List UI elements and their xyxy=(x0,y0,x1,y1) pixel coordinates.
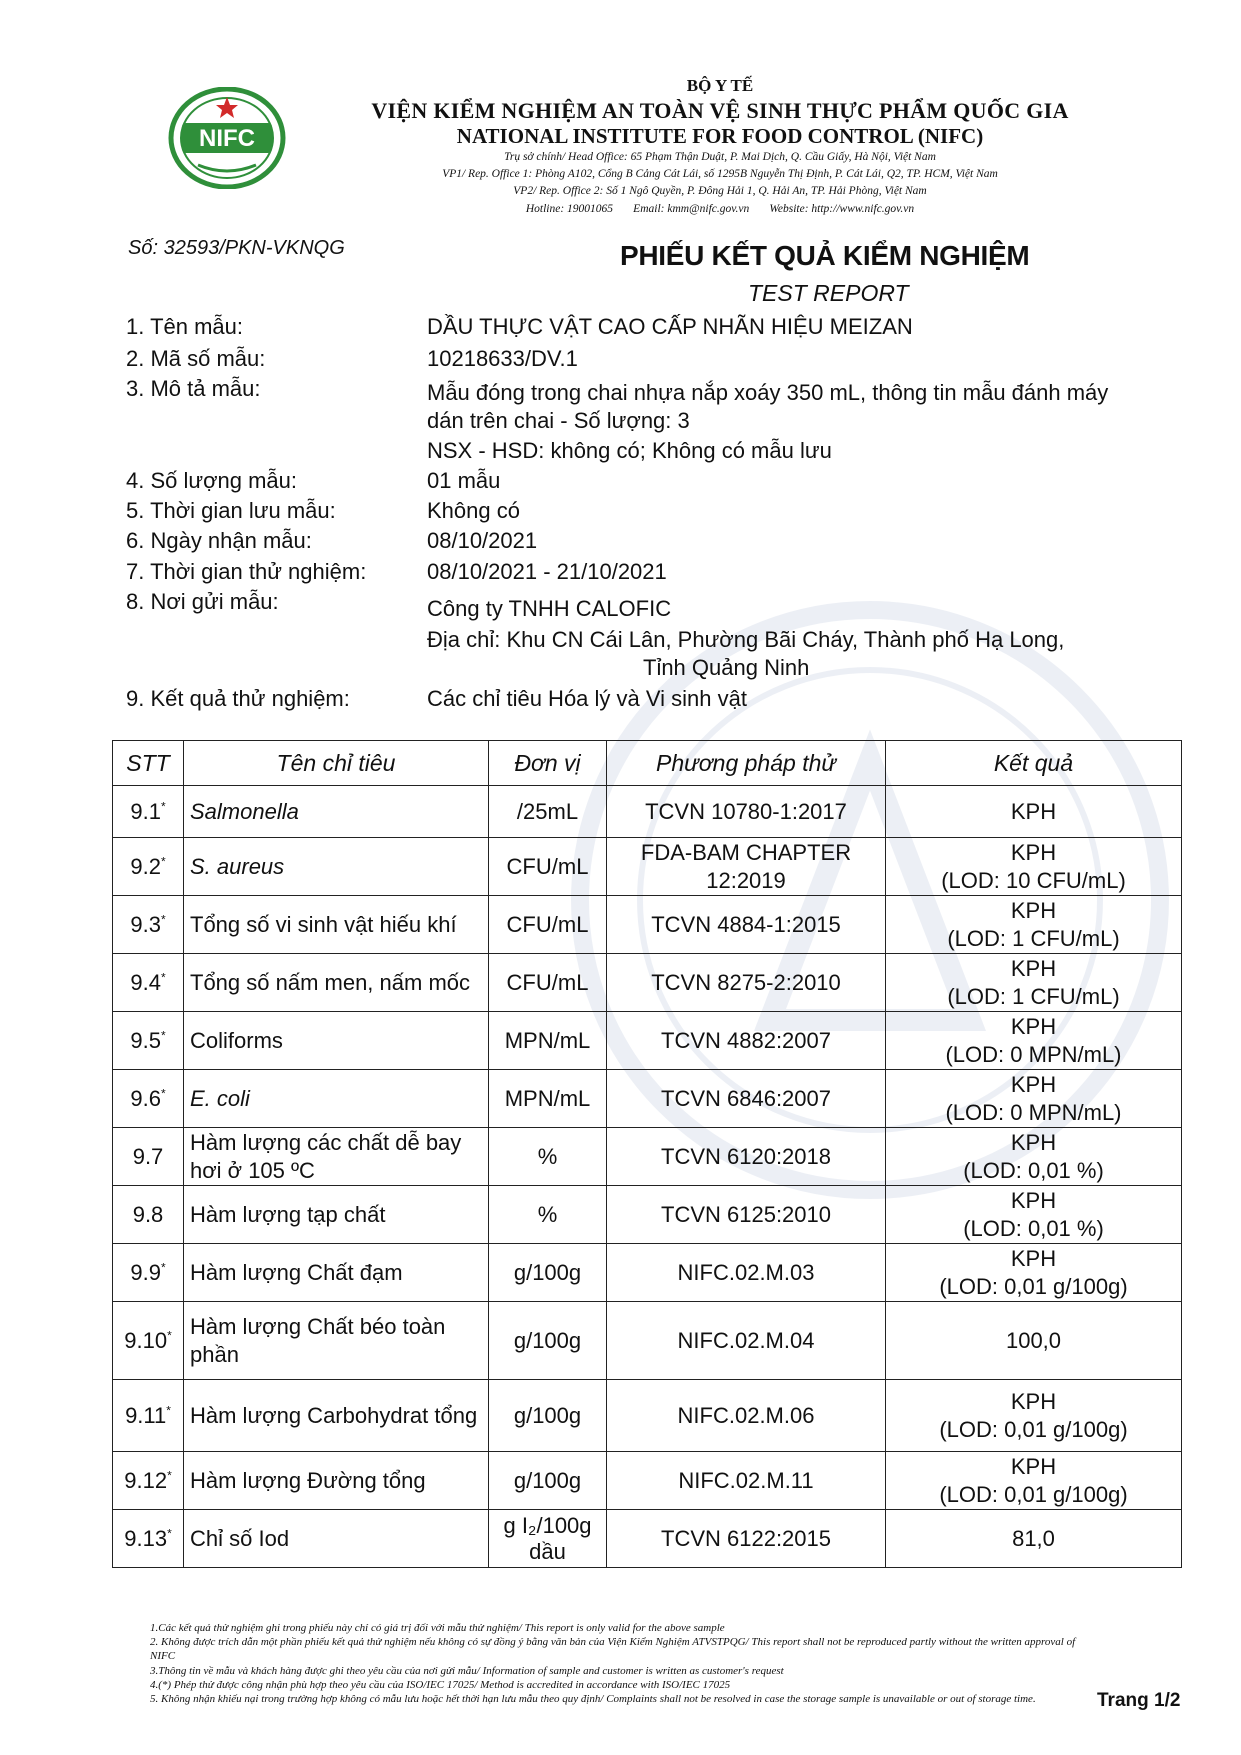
received-date-label: 6. Ngày nhận mẫu: xyxy=(126,528,312,553)
cell-stt xyxy=(113,1244,184,1302)
accredited-mark: * xyxy=(160,970,166,985)
result-value: KPH xyxy=(1010,1187,1057,1213)
stt-number: 9.2 xyxy=(130,853,161,879)
cell-stt xyxy=(113,1128,184,1186)
contact-info: Hotline: 19001065 Email: kmm@nifc.gov.vn Website: http://www.nifc.gov.vn xyxy=(525,203,915,215)
stt-number: 9.13 xyxy=(124,1525,168,1551)
report-title: PHIẾU KẾT QUẢ KIỂM NGHIỆM xyxy=(620,240,1030,271)
cell-unit: /25mL xyxy=(489,786,607,838)
sample-name-label: 1. Tên mẫu: xyxy=(126,314,243,339)
cell-unit: g/100g xyxy=(489,1244,607,1302)
stt-number: 9.3 xyxy=(130,911,161,937)
result-value: KPH xyxy=(1010,1013,1057,1039)
footnote-4: 4.(*) Phép thử được công nhận phù hợp theo yêu cầu của ISO/IEC 17025/ Method is accredited in accordance with ISO/IEC 17025 xyxy=(150,1678,731,1691)
svg-text:NIFC: NIFC xyxy=(199,125,255,152)
result-value: KPH xyxy=(1010,1453,1057,1479)
sender-address-1: Địa chỉ: Khu CN Cái Lân, Phường Bãi Cháy, Thành phố Hạ Long, xyxy=(427,627,1065,652)
cell-stt xyxy=(113,786,184,838)
result-lod: (LOD: 0,01 g/100g) xyxy=(939,1273,1128,1299)
result-lod: (LOD: 0 MPN/mL) xyxy=(945,1041,1122,1067)
accredited-mark: * xyxy=(167,1328,172,1343)
description-line-2: dán trên chai - Số lượng: 3 xyxy=(427,408,690,433)
result-lod: (LOD: 0,01 %) xyxy=(963,1215,1104,1241)
cell-name: Chỉ số Iod xyxy=(184,1510,489,1568)
cell-name: Hàm lượng Carbohydrat tổng xyxy=(184,1380,489,1452)
cell-result xyxy=(886,1070,1182,1128)
cell-result xyxy=(886,1452,1182,1510)
footnote-3: 3.Thông tin về mẫu và khách hàng được ghi theo yêu cầu của nơi gửi mẫu/ Information of sample and customer is written as customer's request xyxy=(150,1664,784,1677)
cell-stt xyxy=(113,1510,184,1568)
cell-method: TCVN 6846:2007 xyxy=(607,1070,886,1128)
result-value: 100,0 xyxy=(1005,1327,1062,1353)
cell-method: TCVN 6122:2015 xyxy=(607,1510,886,1568)
cell-stt xyxy=(113,1302,184,1380)
ministry-name: BỘ Y TẾ xyxy=(686,76,754,95)
cell-result xyxy=(886,1302,1182,1380)
stt-number: 9.8 xyxy=(132,1201,164,1227)
cell-stt xyxy=(113,1452,184,1510)
cell-method: NIFC.02.M.06 xyxy=(607,1380,886,1452)
nifc-logo xyxy=(168,87,286,189)
header-method: Phương pháp thử xyxy=(607,741,886,786)
header-stt: STT xyxy=(113,741,184,786)
footnote-1: 1.Các kết quả thử nghiệm ghi trong phiếu này chỉ có giá trị đối với mẫu thử nghiệm/ This report is only valid for the above sample xyxy=(150,1622,725,1634)
cell-unit: CFU/mL xyxy=(489,954,607,1012)
cell-method: TCVN 8275-2:2010 xyxy=(607,954,886,1012)
cell-method: NIFC.02.M.04 xyxy=(607,1302,886,1380)
quantity-value: 01 mẫu xyxy=(427,468,501,493)
result-value: KPH xyxy=(1010,955,1057,981)
stt-number: 9.10 xyxy=(124,1327,168,1353)
cell-name: Hàm lượng Đường tổng xyxy=(184,1452,489,1510)
result-lod: (LOD: 1 CFU/mL) xyxy=(947,925,1120,951)
results-value: Các chỉ tiêu Hóa lý và Vi sinh vật xyxy=(427,686,747,711)
sample-code-label: 2. Mã số mẫu: xyxy=(126,346,266,371)
table-row xyxy=(113,1186,1182,1244)
header-unit: Đơn vị xyxy=(489,741,607,786)
institute-name-en: NATIONAL INSTITUTE FOR FOOD CONTROL (NIFC) xyxy=(456,124,984,148)
header-result: Kết quả xyxy=(886,741,1182,786)
result-lod: (LOD: 0,01 g/100g) xyxy=(939,1481,1128,1507)
cell-unit: % xyxy=(489,1186,607,1244)
cell-name: Coliforms xyxy=(184,1012,489,1070)
result-value: KPH xyxy=(1010,897,1057,923)
cell-result xyxy=(886,1012,1182,1070)
accredited-mark: * xyxy=(160,912,166,927)
sender-address-2: Tỉnh Quảng Ninh xyxy=(643,655,810,680)
header-name: Tên chỉ tiêu xyxy=(184,741,489,786)
table-row xyxy=(113,1452,1182,1510)
table-row xyxy=(113,786,1182,838)
table-row xyxy=(113,1302,1182,1380)
sender-company: Công ty TNHH CALOFIC xyxy=(427,596,672,621)
results-table xyxy=(112,740,1182,1568)
result-value: KPH xyxy=(1010,1129,1057,1155)
result-value: KPH xyxy=(1010,1388,1057,1414)
table-row xyxy=(113,1012,1182,1070)
table-row xyxy=(113,1070,1182,1128)
cell-unit: MPN/mL xyxy=(489,1070,607,1128)
cell-name: Salmonella xyxy=(184,786,489,838)
stt-number: 9.5 xyxy=(130,1027,161,1053)
cell-unit: g/100g xyxy=(489,1452,607,1510)
cell-result xyxy=(886,954,1182,1012)
stt-number: 9.7 xyxy=(132,1143,164,1169)
cell-name: Tổng số vi sinh vật hiếu khí xyxy=(184,896,489,954)
cell-unit: g/100g xyxy=(489,1380,607,1452)
cell-name: S. aureus xyxy=(184,838,489,896)
stt-number: 9.11 xyxy=(125,1402,167,1428)
cell-method: TCVN 4884-1:2015 xyxy=(607,896,886,954)
cell-result xyxy=(886,1244,1182,1302)
stt-number: 9.12 xyxy=(124,1467,168,1493)
cell-unit: CFU/mL xyxy=(489,896,607,954)
cell-result xyxy=(886,896,1182,954)
cell-result xyxy=(886,1128,1182,1186)
test-period-label: 7. Thời gian thử nghiệm: xyxy=(126,559,367,584)
table-row xyxy=(113,1380,1182,1452)
table-row xyxy=(113,1244,1182,1302)
footnote-2: 2. Không được trích dẫn một phần phiếu kết quả thử nghiệm nếu không có sự đồng ý bằng văn bản của Viện Kiểm Nghiệm ATVSTPQG/ This report shall not be reproduced partly without the written approval of NIFC xyxy=(150,1636,1076,1663)
cell-stt xyxy=(113,838,184,896)
cell-name: Hàm lượng Chất béo toàn phần xyxy=(184,1302,489,1380)
result-lod: (LOD: 0,01 %) xyxy=(963,1157,1104,1183)
report-subtitle: TEST REPORT xyxy=(748,280,909,306)
table-row xyxy=(113,1510,1182,1568)
table-row xyxy=(113,838,1182,896)
accredited-mark: * xyxy=(160,854,166,869)
storage-time-label: 5. Thời gian lưu mẫu: xyxy=(126,498,336,523)
head-office-address: Trụ sở chính/ Head Office: 65 Phạm Thận Duật, P. Mai Dịch, Q. Cầu Giấy, Hà Nội, Việt Nam xyxy=(504,151,936,163)
description-line-3: NSX - HSD: không có; Không có mẫu lưu xyxy=(427,438,832,463)
cell-unit: CFU/mL xyxy=(489,838,607,896)
cell-unit: % xyxy=(489,1128,607,1186)
accredited-mark: * xyxy=(167,1526,172,1541)
cell-method: TCVN 6125:2010 xyxy=(607,1186,886,1244)
table-header-row xyxy=(113,741,1182,786)
footnotes xyxy=(150,1621,1090,1706)
test-period-value: 08/10/2021 - 21/10/2021 xyxy=(427,559,667,584)
cell-method: TCVN 6120:2018 xyxy=(607,1128,886,1186)
result-value: KPH xyxy=(1010,839,1057,865)
table-row xyxy=(113,896,1182,954)
result-lod: (LOD: 10 CFU/mL) xyxy=(941,867,1126,893)
stt-number: 9.9 xyxy=(130,1259,161,1285)
table-row xyxy=(113,1128,1182,1186)
accredited-mark: * xyxy=(160,1028,166,1043)
result-value: KPH xyxy=(1010,798,1057,824)
accredited-mark: * xyxy=(166,1403,171,1418)
accredited-mark: * xyxy=(160,1086,166,1101)
stt-number: 9.4 xyxy=(130,969,161,995)
office-2-address: VP2/ Rep. Office 2: Số 1 Ngô Quyền, P. Đông Hải 1, Q. Hải An, TP. Hải Phòng, Việt Nam xyxy=(513,185,927,197)
results-label: 9. Kết quả thử nghiệm: xyxy=(126,686,350,711)
cell-result xyxy=(886,1510,1182,1568)
accredited-mark: * xyxy=(167,1468,172,1483)
page-number: Trang 1/2 xyxy=(1097,1690,1181,1711)
cell-stt xyxy=(113,1012,184,1070)
table-row xyxy=(113,954,1182,1012)
cell-name: Hàm lượng Chất đạm xyxy=(184,1244,489,1302)
cell-unit: MPN/mL xyxy=(489,1012,607,1070)
quantity-label: 4. Số lượng mẫu: xyxy=(126,468,298,493)
cell-result xyxy=(886,1186,1182,1244)
cell-method: FDA-BAM CHAPTER 12:2019 xyxy=(607,838,886,896)
accredited-mark: * xyxy=(160,799,166,814)
sample-name-value: DẦU THỰC VẬT CAO CẤP NHÃN HIỆU MEIZAN xyxy=(427,314,913,339)
stt-number: 9.1 xyxy=(130,798,161,824)
cell-name: Tổng số nấm men, nấm mốc xyxy=(184,954,489,1012)
cell-name: Hàm lượng tạp chất xyxy=(184,1186,489,1244)
cell-method: NIFC.02.M.11 xyxy=(607,1452,886,1510)
description-label: 3. Mô tả mẫu: xyxy=(126,376,261,401)
stt-number: 9.6 xyxy=(130,1085,161,1111)
footnote-5: 5. Không nhận khiếu nại trong trường hợp không có mẫu lưu hoặc hết thời hạn lưu mẫu theo quy định/ Complaints shall not be resolved in case the storage sample is unavailable or out of storage time. xyxy=(150,1693,1036,1706)
institute-name-vn: VIỆN KIỂM NGHIỆM AN TOÀN VỆ SINH THỰC PHẨM QUỐC GIA xyxy=(371,98,1069,123)
cell-stt xyxy=(113,1070,184,1128)
result-lod: (LOD: 0 MPN/mL) xyxy=(945,1099,1122,1125)
cell-result xyxy=(886,838,1182,896)
result-lod: (LOD: 1 CFU/mL) xyxy=(947,983,1120,1009)
result-value: 81,0 xyxy=(1012,1525,1055,1551)
result-value: KPH xyxy=(1010,1071,1057,1097)
received-date-value: 08/10/2021 xyxy=(427,528,538,553)
sender-label: 8. Nơi gửi mẫu: xyxy=(126,589,279,614)
cell-result xyxy=(886,786,1182,838)
cell-unit: g/100g xyxy=(489,1302,607,1380)
cell-stt xyxy=(113,1380,184,1452)
description-line-1: Mẫu đóng trong chai nhựa nắp xoáy 350 mL, thông tin mẫu đánh máy xyxy=(427,380,1109,405)
cell-result xyxy=(886,1380,1182,1452)
cell-method: TCVN 10780-1:2017 xyxy=(607,786,886,838)
report-number: Số: 32593/PKN-VKNQG xyxy=(128,237,345,259)
result-value: KPH xyxy=(1010,1245,1057,1271)
cell-name: Hàm lượng các chất dễ bay hơi ở 105 ºC xyxy=(184,1128,489,1186)
cell-stt xyxy=(113,896,184,954)
cell-stt xyxy=(113,1186,184,1244)
cell-method: TCVN 4882:2007 xyxy=(607,1012,886,1070)
sample-code-value: 10218633/DV.1 xyxy=(427,346,578,371)
accredited-mark: * xyxy=(160,1260,166,1275)
cell-method: NIFC.02.M.03 xyxy=(607,1244,886,1302)
office-1-address: VP1/ Rep. Office 1: Phòng A102, Cổng B Cảng Cát Lái, số 1295B Nguyễn Thị Định, P. Cát Lái, Q2, TP. HCM, Việt Nam xyxy=(442,168,998,180)
cell-unit: g I₂/100g dầu xyxy=(489,1510,607,1568)
cell-name: E. coli xyxy=(184,1070,489,1128)
cell-stt xyxy=(113,954,184,1012)
storage-time-value: Không có xyxy=(427,498,520,523)
result-lod: (LOD: 0,01 g/100g) xyxy=(939,1416,1128,1442)
